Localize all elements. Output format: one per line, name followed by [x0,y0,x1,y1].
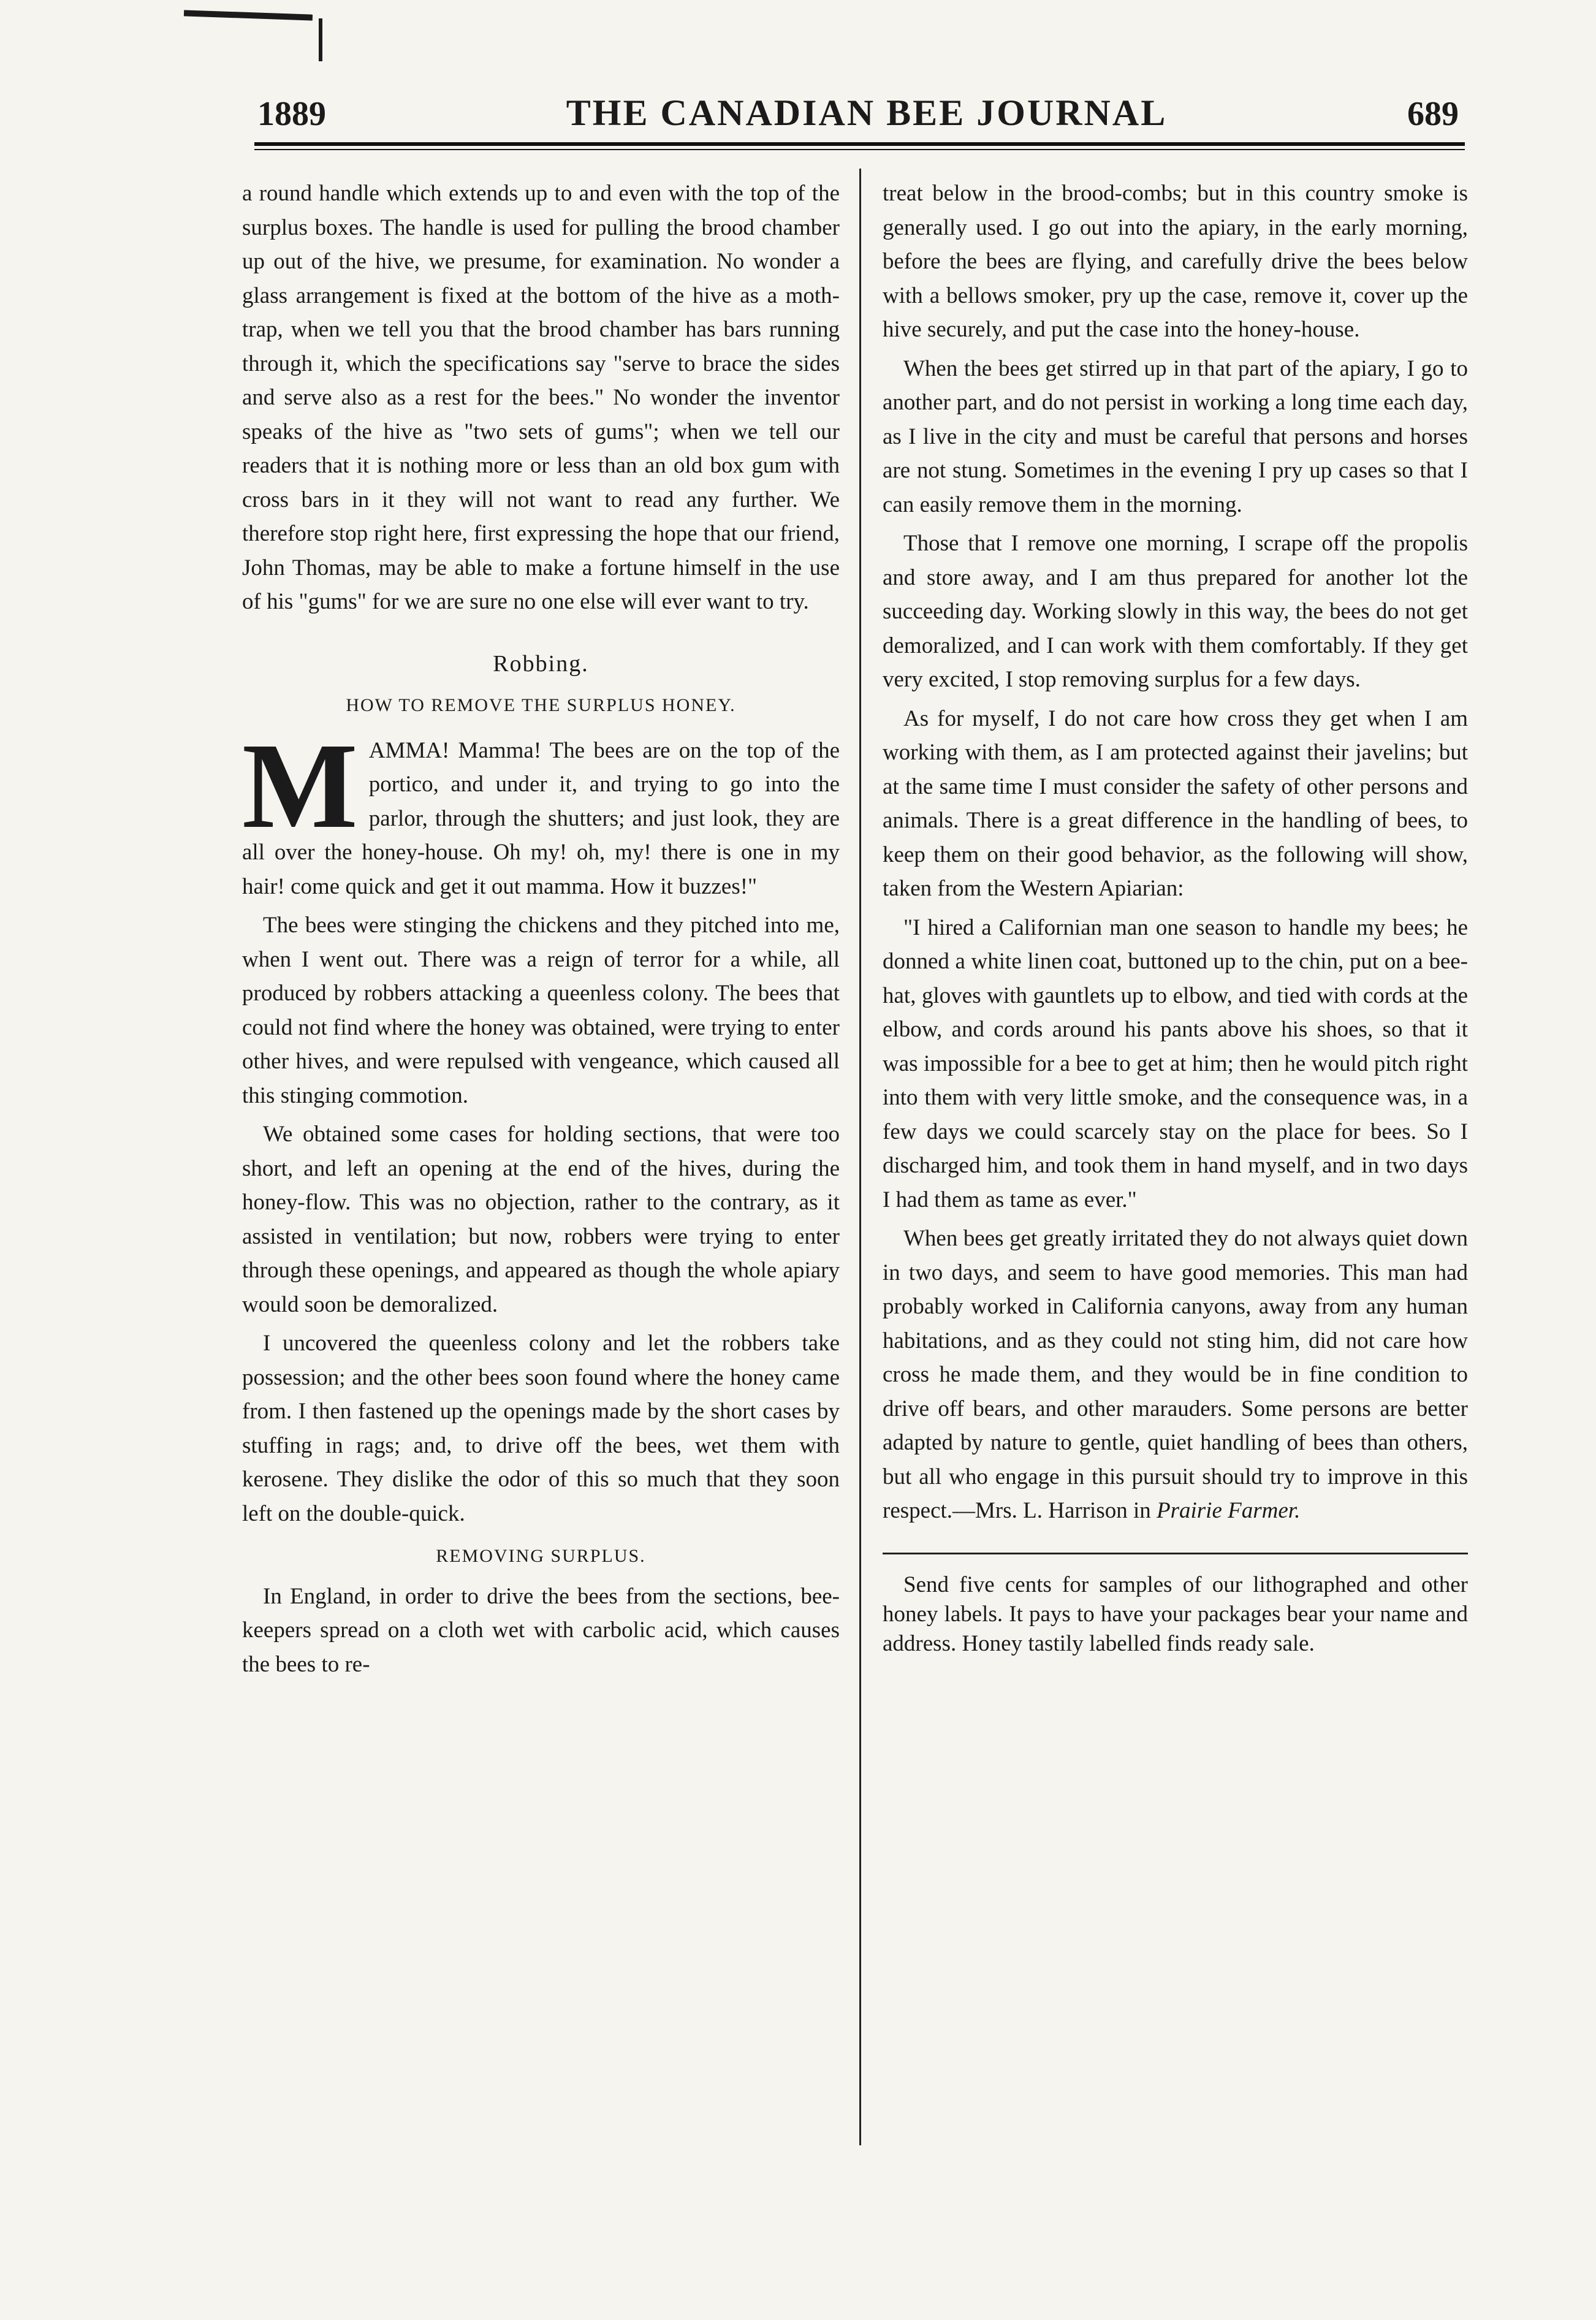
drop-cap: M [242,718,358,854]
article-paragraph [883,1222,1468,1528]
advertisement-text: Send five cents for samples of our lithographed and other honey labels. It pays to have your packages bear your name and address. Honey tastily labelled finds ready sale. [883,1572,1468,1656]
article-paragraph: When the bees get stirred up in that part of the apiary, I go to another part, and do not persist in working a long time each day, as I live in the city and must be careful that persons and horses are not stung. Sometimes in the evening I pry up cases so that I can easily remove them in the morning. [883,356,1468,517]
article-subtitle: HOW TO REMOVE THE SURPLUS HONEY. [346,695,736,715]
left-column [242,177,840,1686]
first-paragraph-text: AMMA! Mamma! The bees are on the top of the portico, and under it, and trying to go into the parlor, through the shutters; and just look, they are all over the honey-house. Oh my! oh, my! there is one in my hair! come quick and get it out mamma. How it buzzes!" [242,737,840,899]
quoted-paragraph: "I hired a Californian man one season to handle my bees; he donned a white linen coat, buttoned up to the chin, put on a bee-hat, gloves with gauntlets up to elbow, and tied with cords at the elbow, and cords around his pants above his shoes, so that it was impossible for a bee to get at him; then he would pitch right into them with very little smoke, and the consequence was, in a few days we could scarcely stay on the place for bees. So I discharged him, and took them in hand myself, and in two days I had them as tame as ever." [883,915,1468,1212]
page-number: 689 [1407,95,1459,133]
article-paragraph: treat below in the brood-combs; but in this country smoke is generally used. I go out into the apiary, in the early morning, before the bees are flying, and carefully drive the bees below with a bellows smoker, pry up the case, remove it, cover up the hive securely, and put the case into the honey-house. [883,181,1468,342]
page-header [257,92,1459,147]
article-paragraph: I uncovered the queenless colony and let the robbers take possession; and the other bees soon found where the honey came from. I then fastened up the openings made by the short cases by stuffing in rags; and, to drive off the bees, wet them with kerosene. They dislike the odor of this so much that they soon left on the double-quick. [242,1331,840,1526]
header-rule [254,142,1465,146]
section-paragraph: In England, in order to drive the bees from the sections, bee-keepers spread on a cloth wet with carbolic acid, which causes the bees to re- [242,1583,840,1677]
right-column [883,177,1468,1659]
attribution-prefix: —Mrs. L. Harrison in [952,1498,1157,1523]
journal-title: THE CANADIAN BEE JOURNAL [566,93,1168,133]
print-smudge-mark [319,18,322,61]
print-smudge-mark [184,10,313,20]
article-paragraph: We obtained some cases for holding sections, that were too short, and left an opening at the end of the hives, during the honey-flow. This was no objection, rather to the contrary, as it assisted in ventilation; but now, robbers were trying to enter through these openings, and appeared as though the whole apiary would soon be demoralized. [242,1122,840,1317]
article-paragraph: Those that I remove one morning, I scrape off the propolis and store away, and I am thus prepared for another lot the succeeding day. Working slowly in this way, the bees do not get demoralized, and I can work with them comfortably. If they get very excited, I stop removing surplus for a few days. [883,531,1468,692]
intro-paragraph: a round handle which extends up to and even with the top of the surplus boxes. The handle is used for pulling the brood chamber up out of the hive, we presume, for examination. No wonder a glass arrangement is fixed at the bottom of the hive as a moth-trap, when we tell you that the brood chamber has bars running through it, which the specifications say "serve to brace the sides and serve also as a rest for the bees." No wonder the inventor speaks of the hive as "two sets of gums"; when we tell our readers that it is nothing more or less than an old box gum with cross bars in it they will not want to read any further. We therefore stop right here, first expressing the hope that our friend, John Thomas, may be able to make a fortune himself in the use of his "gums" for we are sure no one else will ever want to try. [242,181,840,614]
header-year: 1889 [257,95,326,133]
section-heading: REMOVING SURPLUS. [436,1546,646,1566]
first-paragraph [242,718,840,904]
column-divider [859,169,861,2145]
attribution-source: Prairie Farmer. [1157,1498,1301,1523]
advertisement [883,1570,1468,1659]
advertisement-rule [883,1553,1468,1554]
article-title: Robbing. [493,650,589,677]
article-paragraph: As for myself, I do not care how cross they get when I am working with them, as I am protected against their javelins; but at the same time I must consider the safety of other persons and animals. There is a great difference in the handling of bees, to keep them on their good behavior, as the following will show, taken from the Western Apiarian: [883,706,1468,901]
header-rule-thin [254,149,1465,150]
article-paragraph: The bees were stinging the chickens and they pitched into me, when I went out. There was a reign of terror for a while, all produced by robbers attacking a queenless colony. The bees that could not find where the honey was obtained, were trying to enter other hives, and were repulsed with vengeance, which caused all this stinging commotion. [242,913,840,1108]
closing-paragraph-text: When bees get greatly irritated they do not always quiet down in two days, and seem to have good memories. This man had probably worked in California canyons, away from any human habitations, and as they could not sting him, did not care how cross he made them, and they would be in fine condition to drive off bears, and other marauders. Some persons are better adapted by nature to gentle, quiet handling of bees than others, but all who engage in this pursuit should try to improve in this respect. [883,1226,1468,1523]
